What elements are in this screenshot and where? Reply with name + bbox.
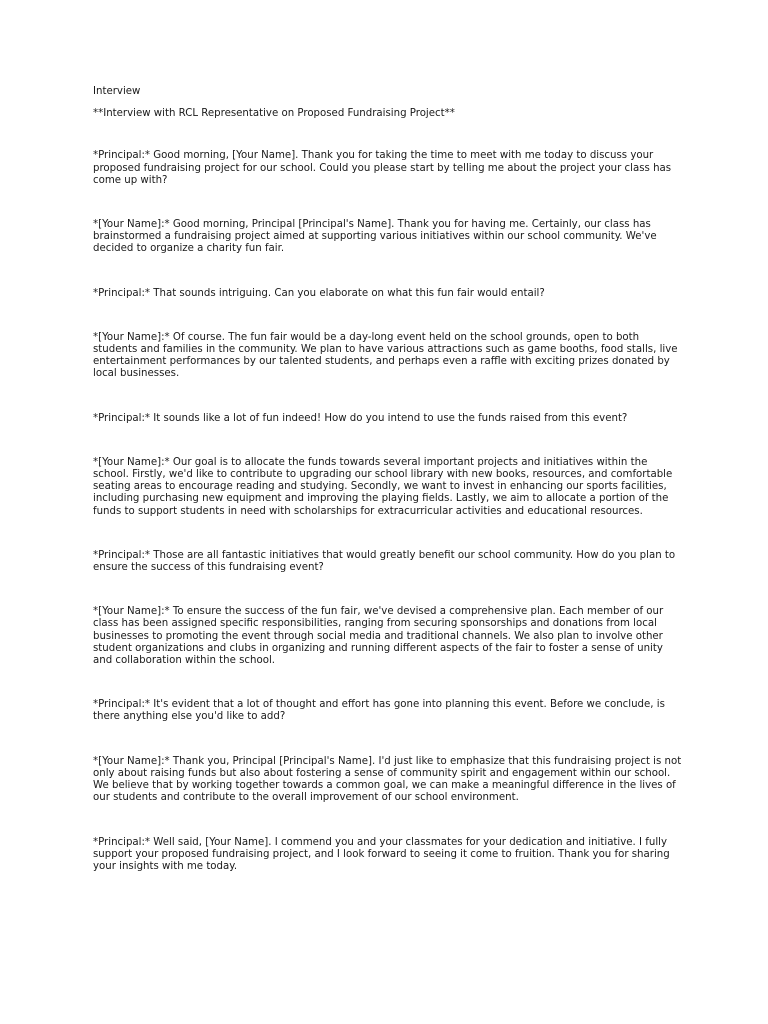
- document-subtitle: **Interview with RCL Representative on Proposed Fundraising Project**: [93, 108, 455, 120]
- dialogue-turn: *Principal:* Well said, [Your Name]. I commend you and your classmates for your dedication and initiative. I fully support your proposed fundraising project, and I look forward to seeing it come to fruition. Thank you for sharing your insights with me today.: [93, 836, 670, 872]
- dialogue-turn: *Principal:* Good morning, [Your Name]. Thank you for taking the time to meet with me today to discuss your proposed fundraising project for our school. Could you please start by telling me about the project your class has come up with?: [93, 150, 672, 186]
- dialogue-turn: *[Your Name]:* To ensure the success of the fun fair, we've devised a comprehensive plan. Each member of our class has been assigned specific responsibilities, ranging from securing sponsorships and donations from local businesses to promoting the event through social media and traditional channels. We also plan to involve other student organizations and clubs in organizing and running different aspects of the fair to foster a sense of unity and collaboration within the school.: [93, 606, 664, 667]
- dialogue-turn: *[Your Name]:* Of course. The fun fair would be a day-long event held on the school grounds, open to both students and families in the community. We plan to have various attractions such as game booths, food stalls, live entertainment performances by our talented students, and perhaps even a raffle with exciting prizes donated by local businesses.: [93, 331, 678, 380]
- dialogue-turn: *Principal:* Those are all fantastic initiatives that would greatly benefit our school community. How do you plan to ensure the success of this fundraising event?: [93, 549, 676, 574]
- document-heading: Interview: [93, 86, 141, 97]
- dialogue-turn: *Principal:* That sounds intriguing. Can you elaborate on what this fun fair would entail?: [93, 287, 545, 299]
- dialogue-turn: *Principal:* It sounds like a lot of fun indeed! How do you intend to use the funds raised from this event?: [93, 412, 628, 424]
- dialogue-turn: *[Your Name]:* Our goal is to allocate the funds towards several important projects and initiatives within the school. Firstly, we'd like to contribute to upgrading our school library with new books, resources, and comfortable seating areas to encourage reading and studying. Secondly, we want to invest in enhancing our sports facilities, including purchasing new equipment and improving the playing fields. Lastly, we aim to allocate a portion of the funds to support students in need with scholarships for extracurricular activities and educational resources.: [93, 456, 673, 517]
- dialogue-turn: *Principal:* It's evident that a lot of thought and effort has gone into planning this event. Before we conclude, is there anything else you'd like to add?: [93, 699, 665, 723]
- document-page: [93, 86, 683, 905]
- dialogue-turn: *[Your Name]:* Thank you, Principal [Principal's Name]. I'd just like to emphasize that this fundraising project is not only about raising funds but also about fostering a sense of community spirit and engagement within our school. We believe that by working together towards a common goal, we can make a meaningful difference in the lives of our students and contribute to the overall improvement of our school environment.: [93, 755, 682, 804]
- dialogue-turn: *[Your Name]:* Good morning, Principal [Principal's Name]. Thank you for having me. Certainly, our class has brainstormed a fundraising project aimed at supporting various initiatives within our school community. We've decided to organize a charity fun fair.: [93, 219, 657, 255]
